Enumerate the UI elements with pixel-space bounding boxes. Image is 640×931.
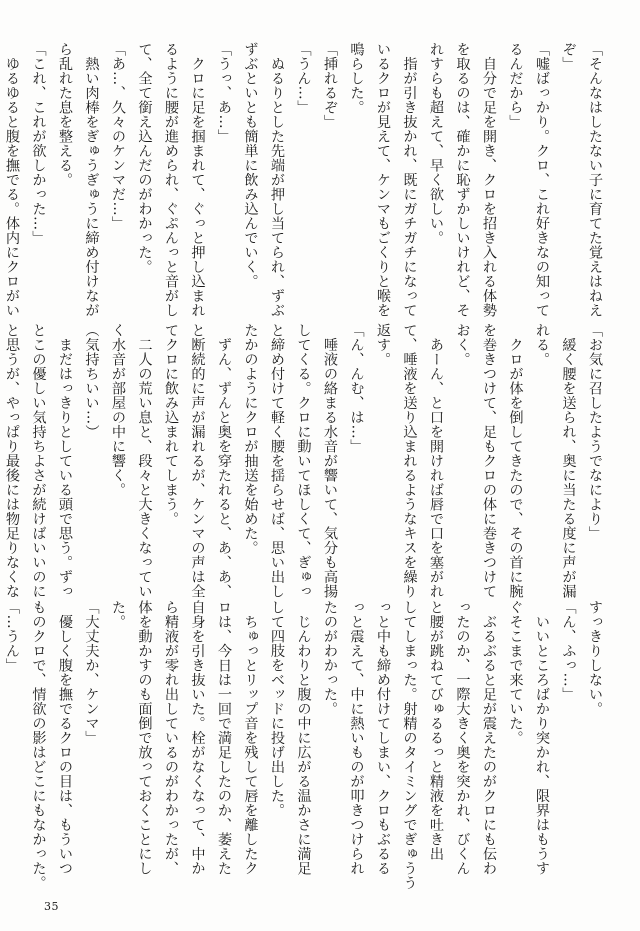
text-line: 優しく腹を撫でるクロの目は、もういつ — [57, 600, 73, 876]
text-line: て、唾液を送り込まれるようなキスを繰り — [401, 323, 418, 599]
text-line: クロに足を掴まれて、ぐっと押し込まれ — [189, 42, 206, 318]
text-line: すっきりしない。 — [587, 600, 603, 716]
text-line: ゆるゆると腹を撫でる。体内にクロがい — [4, 42, 20, 318]
text-line: 「挿れるぞ」 — [322, 42, 338, 129]
text-line: 「あ…、久々のケンマだ…」 — [110, 42, 126, 231]
text-line: を取るのは、確かに恥ずかしいけれど、そ — [454, 42, 471, 318]
text-line: ずぶといとも簡単に飲み込んでいく。 — [242, 42, 259, 289]
text-block-middle — [4, 323, 608, 599]
text-line: く水音が部屋の中に響く。 — [110, 323, 126, 497]
text-line: 「うっ、あ…」 — [216, 42, 232, 144]
text-line: して四肢をベッドに投げ出した。 — [269, 600, 285, 818]
text-line: ぐそこまで来ていた。 — [507, 600, 524, 745]
text-line: 「大丈夫か、ケンマ」 — [83, 600, 100, 745]
text-line: っと中も締め付けてしまい、クロもぶるる — [375, 600, 391, 876]
text-line: ぞ」 — [560, 42, 577, 71]
text-line: してくる。クロに動いてほしくて、ぎゅっ — [295, 323, 312, 599]
text-line: るんだから」 — [507, 42, 524, 129]
text-line: と思うが、やっぱり最後には物足りなくな — [4, 323, 20, 599]
text-line: 「嘘ばっかり。クロ、これ好きなの知って — [534, 42, 550, 318]
text-line: たのがわかった。 — [322, 600, 338, 716]
text-line: ちゅっとリップ音を残して唇を離したク — [242, 600, 259, 876]
text-line: た。 — [110, 600, 126, 629]
text-line: て、全て銜え込んだのがわかった。 — [136, 42, 153, 274]
text-line: と締め付けて軽く腰を揺らせば、思い出し — [269, 323, 285, 599]
text-line: まだはっきりとしている頭で思う。ずっ — [57, 323, 73, 599]
text-line: と腰が跳ねてびゅるるっと精液を吐き出 — [428, 600, 444, 861]
text-line: れる。 — [534, 323, 550, 367]
text-line: 熱い肉棒をぎゅうぎゅうに締め付けなが — [83, 42, 100, 318]
text-line: 「そんなはしたない子に育てた覚えはねえ — [587, 42, 603, 318]
page-number: 35 — [44, 900, 59, 913]
text-line: 指が引き抜かれ、既にガチガチになって — [401, 42, 418, 318]
text-line: ら乱れた息を整える。 — [57, 42, 73, 187]
text-line: 「…うん」 — [4, 600, 20, 673]
text-line: してしまった。射精のタイミングでぎゅうう — [401, 600, 418, 890]
text-line: っと震えて、中に熱いものが叩きつけられ — [348, 600, 365, 876]
text-line: 「お気に召したようでなにより」 — [587, 323, 603, 541]
text-line: 鳴らした。 — [348, 42, 365, 115]
text-line: とこの優しい気持ちよさが続けばいいのに — [30, 323, 47, 599]
text-line: いいところばかり突かれ、限界はもうす — [534, 600, 550, 876]
text-line: ロは、今日は一回で満足したのか、萎えた — [216, 600, 232, 876]
text-line: あーん、と口を開ければ唇で口を塞がれ — [428, 323, 444, 599]
text-line: 「ん、んむ、は…」 — [348, 323, 365, 454]
text-line: ら精液が零れ出しているのがわかったが、 — [163, 600, 179, 876]
text-line: （気持ちいい…） — [83, 323, 100, 439]
text-block-top — [4, 42, 608, 318]
text-line: たかのようにクロが抽送を始めた。 — [242, 323, 259, 555]
text-line: 「ん、ふっ…」 — [560, 600, 577, 702]
text-line: ぬるりとした先端が押し当てられ、ずぶ — [269, 42, 285, 318]
text-line: れすらも超えて、早く欲しい。 — [428, 42, 444, 245]
text-line: ぶるぶると足が震えたのがクロにも伝わ — [481, 600, 497, 876]
text-line: ったのか、一際大きく奥を突かれ、びくん — [454, 600, 471, 876]
text-line: ずん、ずんと奥を穿たれると、あ、あ、 — [216, 323, 232, 599]
text-line: 自身を引き抜いた。栓がなくなって、中か — [189, 600, 206, 876]
text-line: 緩く腰を送られ、奥に当たる度に声が漏 — [560, 323, 577, 599]
text-line: と断続的に声が漏れるが、ケンマの声は全 — [189, 323, 206, 599]
text-block-bottom — [4, 600, 608, 890]
text-line: 返す。 — [375, 323, 391, 367]
text-line: 唾液の絡まる水音が響いて、気分も高揚 — [322, 323, 338, 599]
text-line: ものクロで、情欲の影はどこにもなかった。 — [30, 600, 47, 890]
text-line: 二人の荒い息と、段々と大きくなってい — [136, 323, 153, 599]
text-line: じんわりと腹の中に広がる温かさに満足 — [295, 600, 312, 876]
text-line: 「うん…」 — [295, 42, 312, 115]
text-line: おく。 — [454, 323, 471, 367]
text-line: 自分で足を開き、クロを招き入れる体勢 — [481, 42, 497, 318]
text-line: 「これ、これが欲しかった…」 — [30, 42, 47, 245]
text-line: を巻きつけて、足もクロの体に巻きつけて — [481, 323, 497, 599]
text-line: いるクロが見えて、ケンマもごくりと喉を — [375, 42, 391, 318]
text-line: てクロに飲み込まれてしまう。 — [163, 323, 179, 526]
text-line: 体を動かすのも面倒で放っておくことにし — [136, 600, 153, 876]
text-line: るように腰が進められ、ぐぷんっと音がし — [163, 42, 179, 318]
text-line: クロが体を倒してきたので、その首に腕 — [507, 323, 524, 599]
